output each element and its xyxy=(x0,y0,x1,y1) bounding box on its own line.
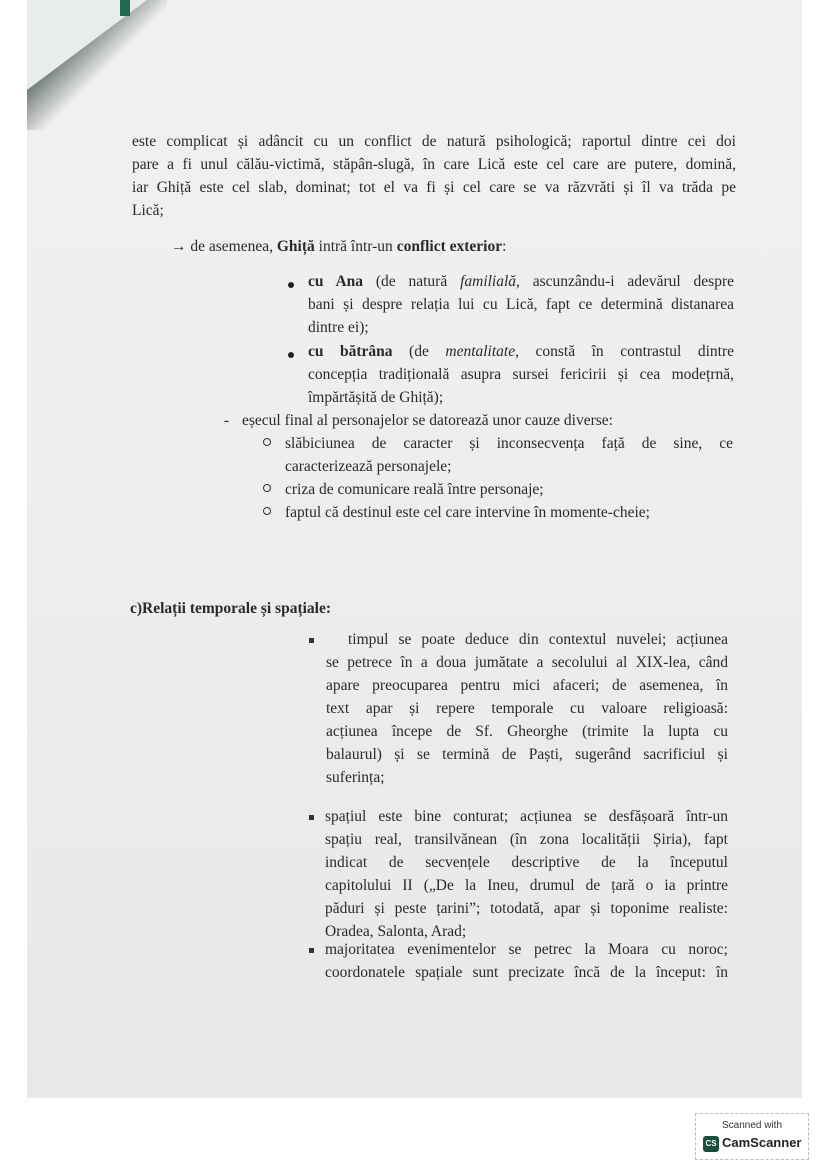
relation-line: timpul se poate deduce din contextul nuvelei; acțiunea xyxy=(348,631,728,648)
relation-item-time xyxy=(326,628,728,789)
intro-paragraph xyxy=(132,130,736,222)
arrow-item-text: : xyxy=(502,238,507,255)
bullet-square-icon xyxy=(309,815,314,820)
conflict-text: (de xyxy=(392,343,446,360)
conflict-line: împărtășită de Ghiță); xyxy=(308,389,444,406)
conflict-term: conflict exterior xyxy=(396,238,503,255)
arrow-item-text: de asemenea, xyxy=(190,238,277,255)
camscanner-watermark xyxy=(695,1113,809,1160)
conflict-text: , constă în contrastul dintre xyxy=(515,343,734,360)
camscanner-logo-icon: CS xyxy=(703,1136,719,1152)
relation-line: spațiu real, transilvănean (în zona localității Șiria), fapt xyxy=(325,831,728,848)
dash-marker: - xyxy=(224,412,230,429)
relation-line: apare preocuparea pentru mici afaceri; de asemenea, în xyxy=(326,677,728,694)
relation-line: text apar și repere temporale cu valoare religioasă: xyxy=(326,700,728,717)
conflict-label: cu bătrâna xyxy=(308,343,393,360)
arrow-item xyxy=(171,235,506,258)
bullet-circle-icon xyxy=(263,484,271,492)
conflict-line: dintre ei); xyxy=(308,319,369,336)
relation-line: se petrece în a doua jumătate a secolului al XIX-lea, când xyxy=(326,654,728,671)
cause-item xyxy=(285,432,733,478)
cause-line: caracterizează personajele; xyxy=(285,458,452,475)
intro-line: este complicat și adâncit cu un conflict de natură psihologică; raportul dintre cei doi xyxy=(132,133,736,150)
relation-line: păduri și peste țarini”; totodată, apar și toponime realiste: xyxy=(325,900,728,917)
relation-line: majoritatea evenimentelor se petrec la Moara cu noroc; xyxy=(325,941,728,958)
conflict-item-batrana xyxy=(308,340,734,409)
relation-line: Oradea, Salonta, Arad; xyxy=(325,923,467,940)
relation-line: coordonatele spațiale sunt precizate încă de la început: în xyxy=(325,964,728,981)
conflict-text: , ascunzându-i adevărul despre xyxy=(516,273,734,290)
cause-item: faptul că destinul este cel care intervine în momente-cheie; xyxy=(285,504,650,521)
relation-line: indicat de secvențele descriptive de la începutul xyxy=(325,854,728,871)
intro-line: Lică; xyxy=(132,202,164,219)
cause-line: slăbiciunea de caracter și inconsecvența față de sine, ce xyxy=(285,435,733,452)
bullet-circle-icon xyxy=(263,507,271,515)
intro-line: iar Ghiță este cel slab, dominat; tot el va fi și cel care se va răzvrăti și îl va trăda pe xyxy=(132,179,736,196)
background-strip xyxy=(120,0,130,16)
relation-line: acțiunea începe de Sf. Gheorghe (trimite la lupta cu xyxy=(326,723,728,740)
cause-item: criza de comunicare reală între personaje; xyxy=(285,481,544,498)
conflict-label: cu Ana xyxy=(308,273,364,290)
relation-item-place xyxy=(325,938,728,984)
section-heading: c)Relații temporale și spațiale: xyxy=(130,600,332,617)
watermark-brand: CamScanner xyxy=(722,1135,802,1150)
intro-line: pare a fi unul călău-victimă, stăpân-slugă, în care Lică este cel care are putere, domină, xyxy=(132,156,736,173)
conflict-text: (de natură xyxy=(363,273,461,290)
conflict-line: concepția tradițională asupra sursei fericirii și cea modețrnă, xyxy=(308,366,734,383)
arrow-item-text: intră într-un xyxy=(314,238,397,255)
bullet-circle-icon xyxy=(263,438,271,446)
relation-line: capitolului II („De la Ineu, drumul de țară o ia printre xyxy=(325,877,728,894)
dash-item xyxy=(224,409,229,432)
conflict-item-ana xyxy=(308,270,734,339)
bullet-square-icon xyxy=(309,638,314,643)
bullet-dot-icon xyxy=(288,352,294,358)
relation-line: balaurul) și se termină de Paști, sugerând sacrificiul și xyxy=(326,746,728,763)
conflict-nature: mentalitate xyxy=(445,343,516,360)
dash-item-text: eșecul final al personajelor se datorează unor cauze diverse: xyxy=(242,412,613,429)
watermark-caption: Scanned with xyxy=(721,1120,783,1131)
conflict-line: bani și despre relația lui cu Lică, fapt ce determină distanarea xyxy=(308,296,734,313)
relation-item-space xyxy=(325,805,728,943)
arrow-icon: → xyxy=(171,238,187,255)
relation-line: suferința; xyxy=(326,769,385,786)
bullet-square-icon xyxy=(309,948,314,953)
character-name: Ghiță xyxy=(276,238,315,255)
relation-line: spațiul este bine conturat; acțiunea se desfășoară într-un xyxy=(325,808,728,825)
bullet-dot-icon xyxy=(288,282,294,288)
conflict-nature: familială xyxy=(460,273,517,290)
